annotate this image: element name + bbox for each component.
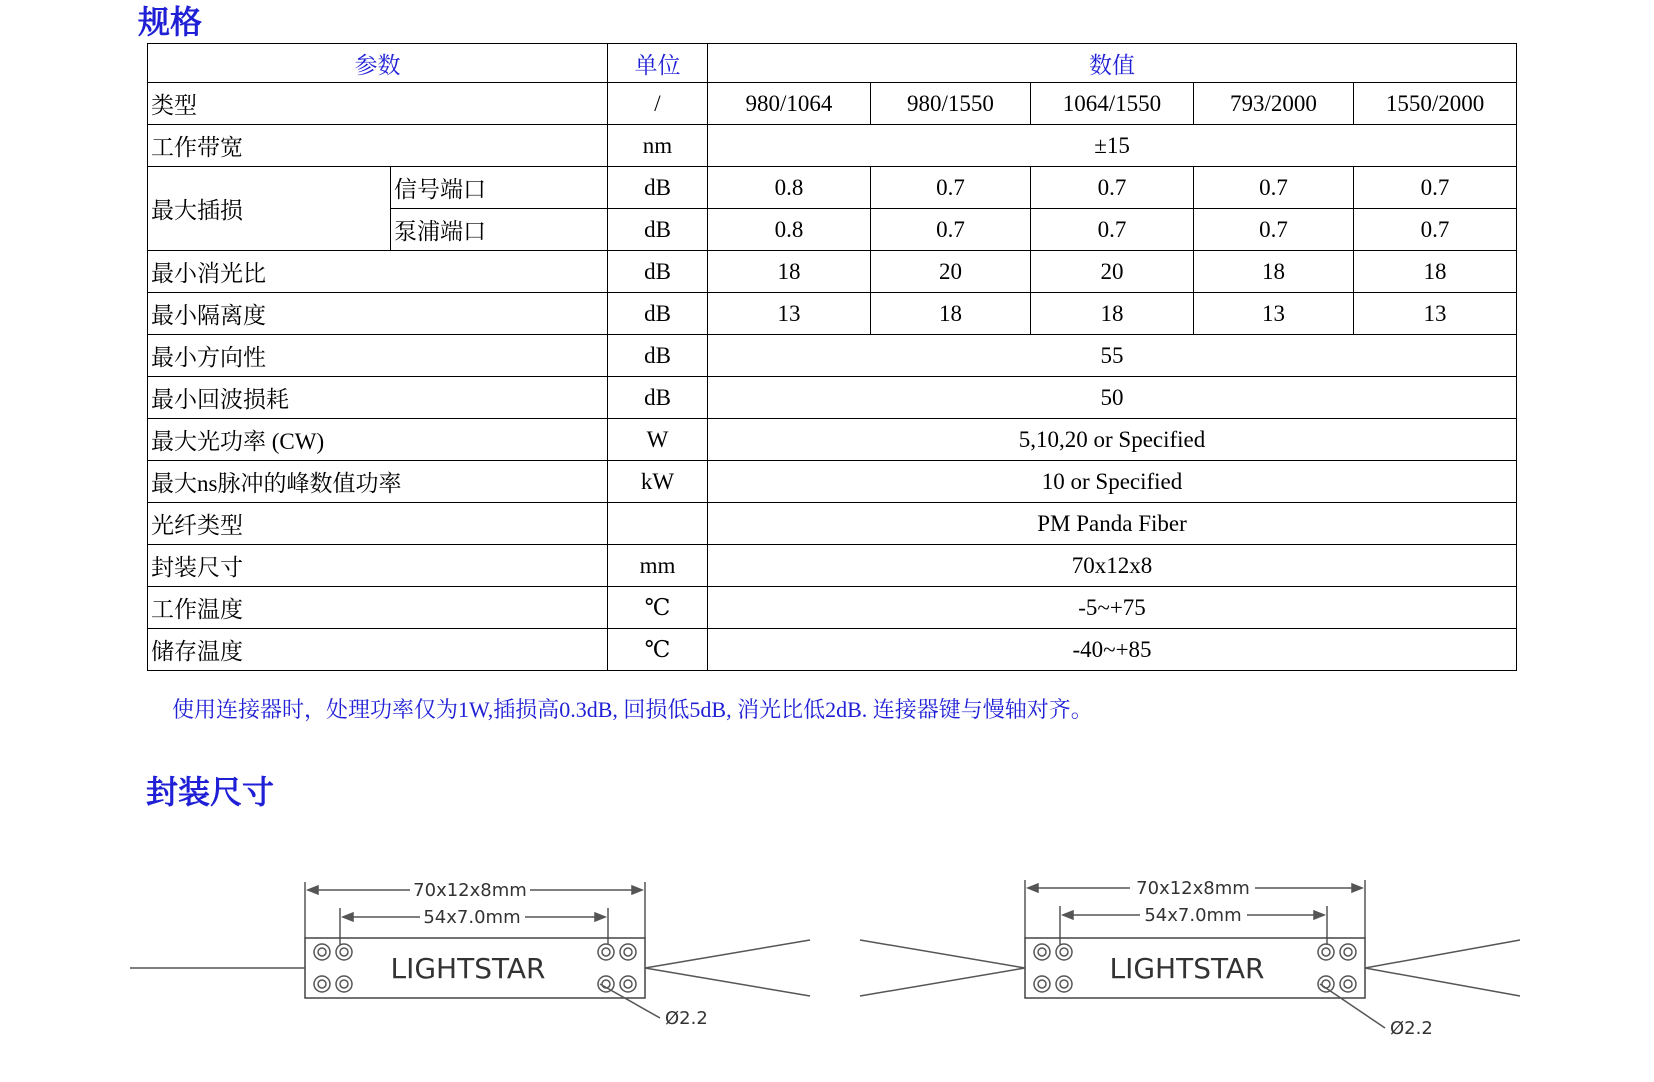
row-value: 55 bbox=[708, 335, 1517, 377]
table-row bbox=[148, 629, 1517, 671]
sub-label: 信号端口 bbox=[391, 167, 608, 209]
arrow-icon bbox=[595, 913, 605, 921]
outer-dim-label: 70x12x8mm bbox=[413, 880, 527, 901]
arrow-icon bbox=[1028, 884, 1038, 892]
row-label: 最小方向性 bbox=[148, 335, 608, 377]
type-cell: 980/1550 bbox=[871, 83, 1031, 125]
row-value: 5,10,20 or Specified bbox=[708, 419, 1517, 461]
row-value: 70x12x8 bbox=[708, 545, 1517, 587]
row-value: ±15 bbox=[708, 125, 1517, 167]
fiber-line bbox=[1365, 940, 1520, 968]
table-row bbox=[148, 293, 1517, 335]
fiber-line bbox=[1365, 968, 1520, 996]
type-cell: 793/2000 bbox=[1194, 83, 1354, 125]
row-unit: / bbox=[608, 83, 708, 125]
type-cell: 1550/2000 bbox=[1354, 83, 1517, 125]
fiber-line bbox=[645, 940, 810, 968]
row-unit: W bbox=[608, 419, 708, 461]
fiber-line bbox=[860, 940, 1025, 968]
brand-label: LIGHTSTAR bbox=[1109, 952, 1265, 985]
value-cell: 0.7 bbox=[871, 167, 1031, 209]
arrow-icon bbox=[1314, 911, 1324, 919]
fiber-line bbox=[645, 968, 810, 996]
row-unit: nm bbox=[608, 125, 708, 167]
row-label: 最小隔离度 bbox=[148, 293, 608, 335]
value-cell: 0.7 bbox=[1194, 209, 1354, 251]
header-unit: 单位 bbox=[608, 44, 708, 83]
row-label: 最大ns脉冲的峰数值功率 bbox=[148, 461, 608, 503]
row-value: -5~+75 bbox=[708, 587, 1517, 629]
row-value: -40~+85 bbox=[708, 629, 1517, 671]
fiber-line bbox=[860, 968, 1025, 996]
row-label: 最小回波损耗 bbox=[148, 377, 608, 419]
value-cell: 18 bbox=[708, 251, 871, 293]
value-cell: 13 bbox=[1354, 293, 1517, 335]
row-label: 工作带宽 bbox=[148, 125, 608, 167]
table-row bbox=[148, 461, 1517, 503]
table-row bbox=[148, 125, 1517, 167]
row-unit: ℃ bbox=[608, 629, 708, 671]
value-cell: 20 bbox=[871, 251, 1031, 293]
value-cell: 0.8 bbox=[708, 209, 871, 251]
table-row bbox=[148, 587, 1517, 629]
row-label: 工作温度 bbox=[148, 587, 608, 629]
row-value: 50 bbox=[708, 377, 1517, 419]
row-label: 类型 bbox=[148, 83, 608, 125]
header-value: 数值 bbox=[708, 44, 1517, 83]
row-value: 10 or Specified bbox=[708, 461, 1517, 503]
row-unit bbox=[608, 503, 708, 545]
row-unit: ℃ bbox=[608, 587, 708, 629]
value-cell: 0.8 bbox=[708, 167, 871, 209]
brand-label: LIGHTSTAR bbox=[390, 952, 546, 985]
outer-dim-label: 70x12x8mm bbox=[1136, 878, 1250, 899]
value-cell: 13 bbox=[1194, 293, 1354, 335]
row-unit: kW bbox=[608, 461, 708, 503]
arrow-icon bbox=[1352, 884, 1362, 892]
arrow-icon bbox=[1063, 911, 1073, 919]
table-row bbox=[148, 83, 1517, 125]
spec-note: 使用连接器时，处理功率仅为1W,插损高0.3dB, 回损低5dB, 消光比低2dB. 连接器键与慢轴对齐。 bbox=[172, 697, 1093, 722]
inner-dim-label: 54x7.0mm bbox=[1144, 905, 1242, 926]
row-unit: dB bbox=[608, 251, 708, 293]
arrow-icon bbox=[632, 886, 642, 894]
row-unit: dB bbox=[608, 167, 708, 209]
row-label: 封装尺寸 bbox=[148, 545, 608, 587]
value-cell: 18 bbox=[1194, 251, 1354, 293]
row-label: 储存温度 bbox=[148, 629, 608, 671]
callout-line bbox=[600, 984, 660, 1018]
row-unit: dB bbox=[608, 209, 708, 251]
arrow-icon bbox=[308, 886, 318, 894]
value-cell: 13 bbox=[708, 293, 871, 335]
header-param: 参数 bbox=[148, 44, 608, 83]
value-cell: 0.7 bbox=[1031, 209, 1194, 251]
sub-label: 泵浦端口 bbox=[391, 209, 608, 251]
package-drawing-2 bbox=[855, 860, 1535, 1060]
value-cell: 0.7 bbox=[1031, 167, 1194, 209]
arrow-icon bbox=[343, 913, 353, 921]
table-row bbox=[148, 545, 1517, 587]
package-heading: 封装尺寸 bbox=[146, 773, 275, 811]
table-row bbox=[148, 377, 1517, 419]
table-header-row bbox=[148, 44, 1517, 83]
table-row bbox=[148, 335, 1517, 377]
spec-heading: 规格 bbox=[138, 3, 203, 41]
row-unit: dB bbox=[608, 377, 708, 419]
table-row bbox=[148, 419, 1517, 461]
value-cell: 0.7 bbox=[1194, 167, 1354, 209]
inner-dim-label: 54x7.0mm bbox=[423, 907, 521, 928]
row-label: 最小消光比 bbox=[148, 251, 608, 293]
value-cell: 0.7 bbox=[1354, 167, 1517, 209]
table-row bbox=[148, 251, 1517, 293]
package-drawing-1 bbox=[130, 860, 830, 1060]
type-cell: 1064/1550 bbox=[1031, 83, 1194, 125]
spec-table bbox=[147, 43, 1517, 671]
value-cell: 18 bbox=[1031, 293, 1194, 335]
value-cell: 20 bbox=[1031, 251, 1194, 293]
row-unit: dB bbox=[608, 335, 708, 377]
hole-dim-label: Ø2.2 bbox=[665, 1008, 708, 1029]
row-unit: mm bbox=[608, 545, 708, 587]
row-label: 最大插损 bbox=[148, 167, 391, 251]
row-label: 光纤类型 bbox=[148, 503, 608, 545]
hole-dim-label: Ø2.2 bbox=[1390, 1018, 1433, 1039]
value-cell: 0.7 bbox=[1354, 209, 1517, 251]
row-label: 最大光功率 (CW) bbox=[148, 419, 608, 461]
value-cell: 18 bbox=[1354, 251, 1517, 293]
row-unit: dB bbox=[608, 293, 708, 335]
value-cell: 18 bbox=[871, 293, 1031, 335]
row-value: PM Panda Fiber bbox=[708, 503, 1517, 545]
table-row bbox=[148, 167, 1517, 209]
table-row bbox=[148, 503, 1517, 545]
value-cell: 0.7 bbox=[871, 209, 1031, 251]
type-cell: 980/1064 bbox=[708, 83, 871, 125]
